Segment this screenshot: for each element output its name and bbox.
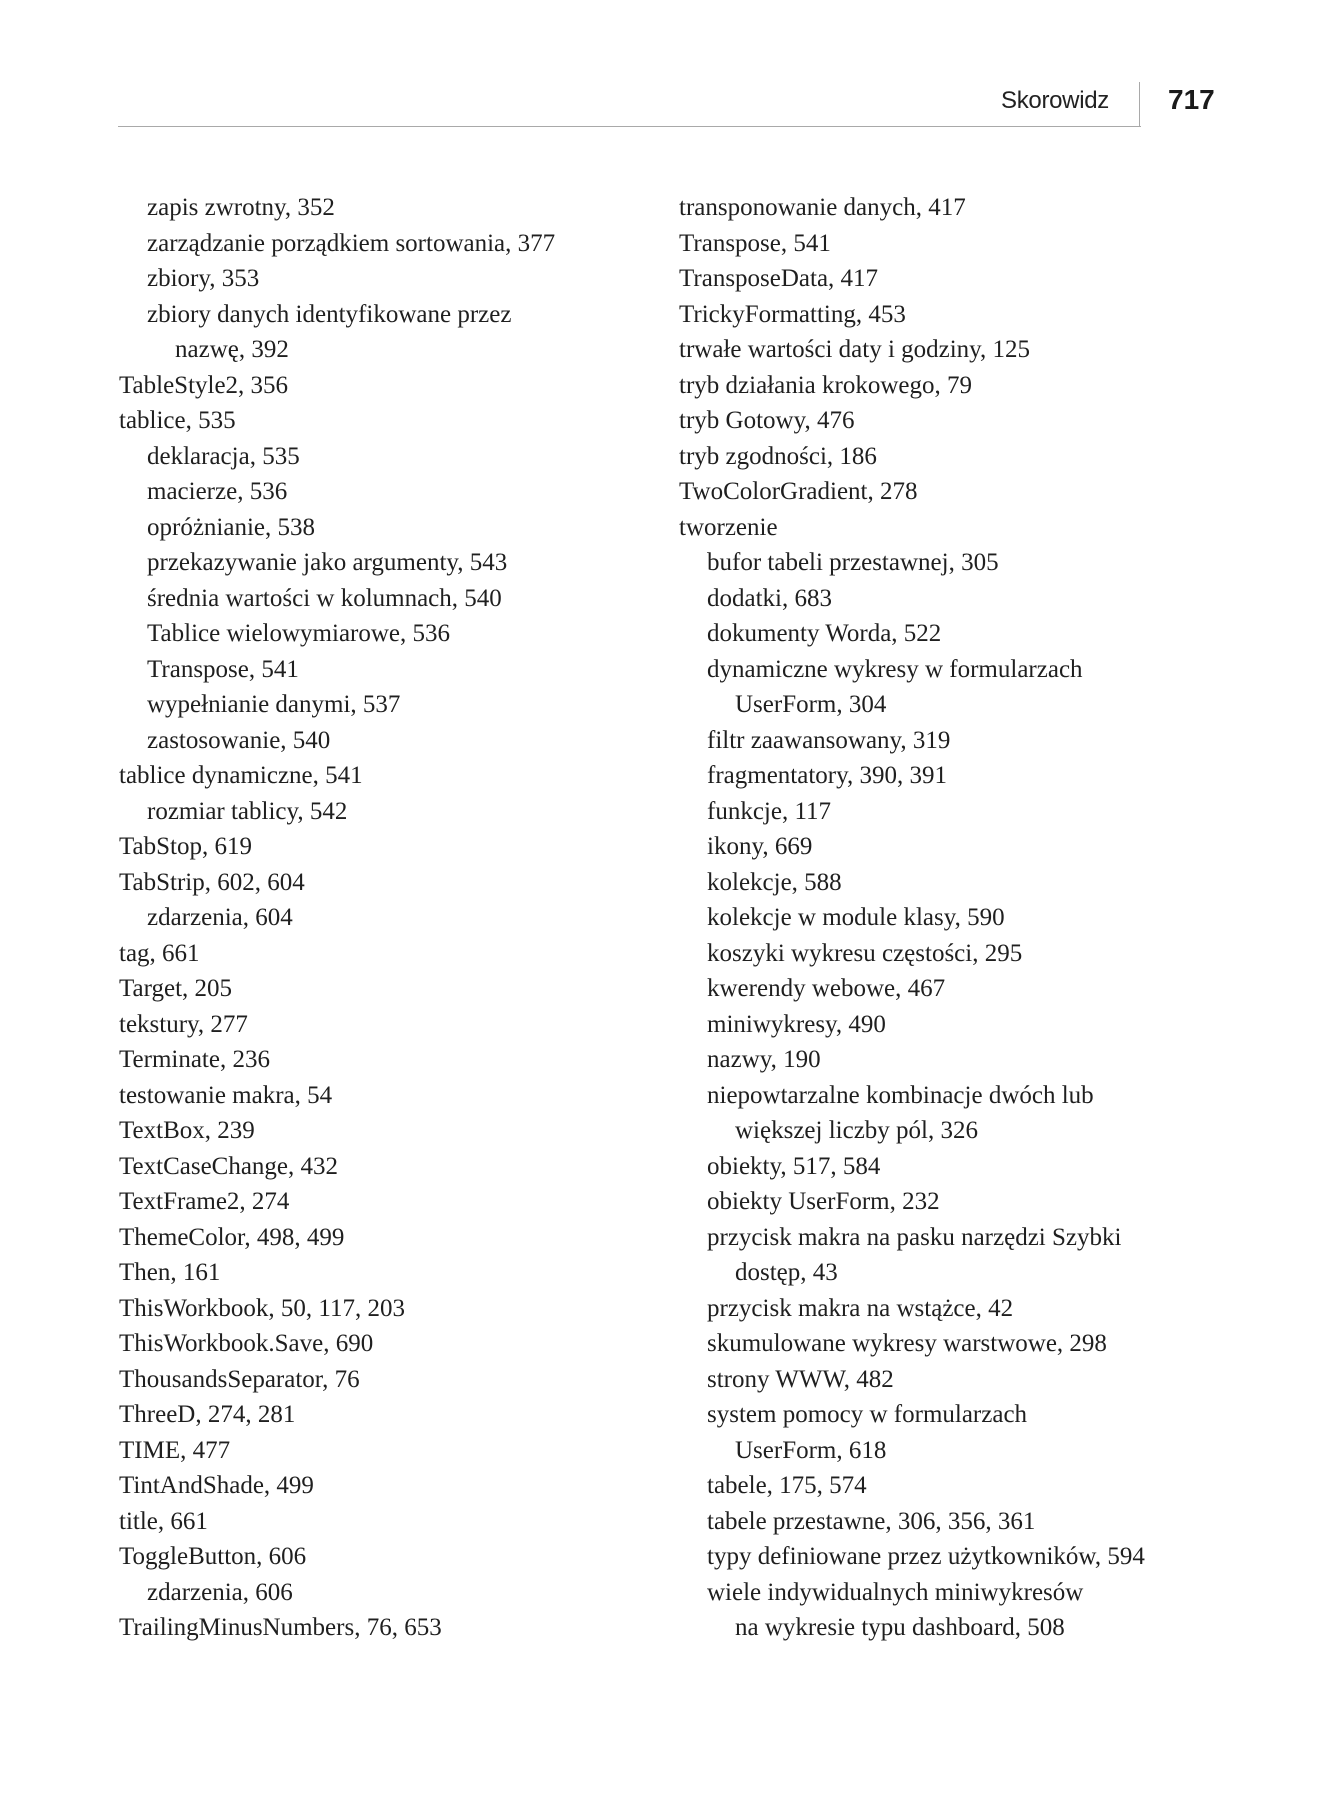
index-subentry: wypełnianie danymi, 537 (147, 691, 401, 718)
index-entry: transponowanie danych, 417 (679, 194, 966, 221)
index-subentry: przycisk makra na pasku narzędzi Szybki (707, 1223, 1122, 1251)
index-subentry: ikony, 669 (707, 833, 813, 860)
index-entry: tryb działania krokowego, 79 (679, 371, 972, 399)
index-continuation: większej liczby pól, 326 (735, 1117, 978, 1144)
index-entry: TwoColorGradient, 278 (679, 478, 918, 505)
index-entry: ThisWorkbook, 50, 117, 203 (119, 1294, 405, 1322)
index-subentry: miniwykresy, 490 (707, 1010, 886, 1038)
index-continuation: na wykresie typu dashboard, 508 (735, 1614, 1065, 1641)
index-entry: tablice dynamiczne, 541 (119, 762, 363, 789)
index-subentry: zbiory, 353 (147, 265, 260, 292)
index-entry: TableStyle2, 356 (119, 371, 289, 399)
index-subentry: Tablice wielowymiarowe, 536 (147, 620, 451, 647)
index-subentry: zarządzanie porządkiem sortowania, 377 (147, 229, 556, 257)
index-subentry: strony WWW, 482 (707, 1365, 894, 1393)
index-subentry: fragmentatory, 390, 391 (707, 762, 947, 789)
index-column-left (119, 190, 639, 1646)
index-subentry: koszyki wykresu częstości, 295 (707, 939, 1023, 967)
index-entry: ToggleButton, 606 (119, 1543, 307, 1570)
index-subentry: wiele indywidualnych miniwykresów (707, 1578, 1084, 1606)
page-number: 717 (1168, 84, 1215, 115)
index-subentry: dodatki, 683 (707, 584, 832, 612)
index-entry: TIME, 477 (119, 1436, 231, 1464)
index-continuation: UserForm, 304 (735, 691, 887, 718)
running-head: Skorowidz (1000, 87, 1109, 114)
index-continuation: nazwę, 392 (175, 336, 289, 363)
index-entry: TransposeData, 417 (679, 265, 879, 292)
index-subentry: deklaracja, 535 (147, 442, 300, 470)
index-subentry: przekazywanie jako argumenty, 543 (147, 549, 508, 576)
index-continuation: UserForm, 618 (735, 1436, 887, 1464)
index-entry: TintAndShade, 499 (119, 1472, 314, 1499)
index-subentry: bufor tabeli przestawnej, 305 (707, 549, 999, 576)
index-entry: Then, 161 (119, 1259, 221, 1286)
index-entry: tryb zgodności, 186 (679, 442, 877, 470)
index-entry: TrailingMinusNumbers, 76, 653 (119, 1614, 442, 1641)
index-entry: TabStrip, 602, 604 (119, 868, 305, 896)
index-subentry: filtr zaawansowany, 319 (707, 726, 951, 754)
index-entry: Target, 205 (119, 975, 233, 1002)
index-subentry: zdarzenia, 606 (147, 1578, 293, 1606)
index-entry: Terminate, 236 (119, 1046, 270, 1073)
index-subentry: opróżnianie, 538 (147, 513, 316, 541)
index-entry: TextCaseChange, 432 (119, 1152, 339, 1180)
index-subentry: dynamiczne wykresy w formularzach (707, 655, 1083, 683)
header-divider (1139, 82, 1140, 127)
index-entry: TextFrame2, 274 (119, 1188, 290, 1215)
index-subentry: kolekcje w module klasy, 590 (707, 904, 1005, 931)
index-subentry: macierze, 536 (147, 478, 288, 505)
index-subentry: średnia wartości w kolumnach, 540 (147, 584, 502, 612)
index-entry: Transpose, 541 (679, 229, 831, 257)
index-entry: trwałe wartości daty i godziny, 125 (679, 336, 1031, 363)
index-column-right (679, 190, 1219, 1646)
index-entry: TrickyFormatting, 453 (679, 300, 906, 328)
index-subentry: Transpose, 541 (147, 655, 299, 683)
index-entry: TabStop, 619 (119, 833, 252, 860)
index-subentry: przycisk makra na wstążce, 42 (707, 1294, 1014, 1322)
index-entry: TextBox, 239 (119, 1117, 255, 1144)
index-subentry: system pomocy w formularzach (707, 1401, 1028, 1428)
index-subentry: zbiory danych identyfikowane przez (147, 300, 512, 328)
index-entry: tablice, 535 (119, 407, 236, 434)
index-entry: title, 661 (119, 1507, 208, 1535)
index-subentry: skumulowane wykresy warstwowe, 298 (707, 1330, 1107, 1357)
index-subentry: zastosowanie, 540 (147, 726, 331, 754)
index-entry: tworzenie (679, 513, 778, 541)
index-subentry: obiekty, 517, 584 (707, 1152, 881, 1180)
index-subentry: kwerendy webowe, 467 (707, 975, 946, 1002)
header-rule (118, 126, 1141, 127)
index-subentry: tabele przestawne, 306, 356, 361 (707, 1507, 1036, 1535)
index-subentry: obiekty UserForm, 232 (707, 1188, 940, 1215)
index-continuation: dostęp, 43 (735, 1259, 838, 1286)
index-entry: tag, 661 (119, 939, 200, 967)
index-subentry: zdarzenia, 604 (147, 904, 293, 931)
index-entry: ThousandsSeparator, 76 (119, 1365, 360, 1393)
index-subentry: kolekcje, 588 (707, 868, 842, 896)
index-entry: ThisWorkbook.Save, 690 (119, 1330, 374, 1357)
index-subentry: funkcje, 117 (707, 797, 832, 825)
index-subentry: zapis zwrotny, 352 (147, 194, 335, 221)
index-subentry: typy definiowane przez użytkowników, 594 (707, 1543, 1145, 1570)
index-subentry: nazwy, 190 (707, 1046, 821, 1073)
index-subentry: tabele, 175, 574 (707, 1472, 867, 1499)
index-entry: tryb Gotowy, 476 (679, 407, 855, 434)
index-entry: ThemeColor, 498, 499 (119, 1223, 345, 1251)
index-subentry: rozmiar tablicy, 542 (147, 797, 348, 825)
index-subentry: niepowtarzalne kombinacje dwóch lub (707, 1081, 1094, 1109)
index-entry: ThreeD, 274, 281 (119, 1401, 296, 1428)
index-subentry: dokumenty Worda, 522 (707, 620, 942, 647)
index-entry: testowanie makra, 54 (119, 1081, 333, 1109)
index-entry: tekstury, 277 (119, 1010, 248, 1038)
